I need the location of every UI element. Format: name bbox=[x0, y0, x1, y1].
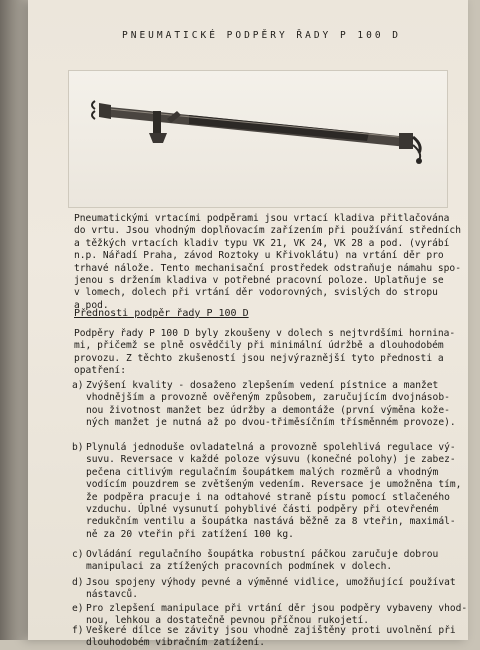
list-item-b bbox=[72, 442, 462, 541]
intro-paragraph bbox=[74, 213, 461, 312]
section-heading: Přednosti podpěr řady P 100 D bbox=[74, 308, 249, 319]
intro-line: trhavé nálože. Tento mechanisační prostředek odstraňuje námahu spo- bbox=[74, 262, 461, 274]
item-marker: f) bbox=[72, 625, 84, 636]
body-line: opatření: bbox=[74, 365, 126, 377]
list-item-a bbox=[72, 380, 456, 430]
item-marker: e) bbox=[72, 603, 84, 614]
intro-line: a pod. bbox=[74, 299, 109, 311]
product-photo bbox=[68, 70, 448, 208]
item-line: suvu. Reversace v každé poloze výsuvu (konečné polohy) je zabez- bbox=[86, 454, 456, 466]
item-line: ně za 20 vteřin při zatížení 100 kg. bbox=[86, 528, 294, 540]
intro-line: a těžkých vrtacích kladiv typu VK 21, VK 24, VK 28 a pod. (vyrábí bbox=[74, 237, 450, 249]
item-line: Veškeré dílce se závity jsou vhodně zajištěny proti uvolnění při bbox=[86, 625, 456, 636]
pneumatic-support-image bbox=[69, 71, 447, 207]
item-line: dlouhodobém vibračním zatížení. bbox=[86, 637, 266, 649]
page-shadow bbox=[0, 0, 28, 640]
item-line: vodícím pouzdrem se zvětšeným vedením. Reversace je umožněna tím, bbox=[86, 479, 462, 491]
item-marker: d) bbox=[72, 577, 84, 588]
list-item-f bbox=[72, 625, 456, 650]
item-line: nástavců. bbox=[86, 589, 138, 601]
item-line: Jsou spojeny výhody pevné a výměnné vidlice, umožňující používat bbox=[86, 577, 456, 588]
page-title: PNEUMATICKÉ PODPĚRY ŘADY P 100 D bbox=[122, 30, 402, 41]
list-item-d bbox=[72, 577, 456, 602]
item-line: redukčním ventilu a šoupátka nastává běžně za 8 vteřin, maximál- bbox=[86, 516, 456, 528]
intro-line: Pneumatickými vrtacími podpěrami jsou vrtací kladiva přitlačována bbox=[74, 213, 450, 224]
body-line: provozu. Z těchto zkušeností jsou nejvýraznější tyto přednosti a bbox=[74, 352, 444, 364]
item-line: Pro zlepšení manipulace při vrtání děr jsou podpěry vybaveny vhod- bbox=[86, 603, 468, 614]
body-line: Podpěry řady P 100 D byly zkoušeny v dolech s nejtvrdšími hornina- bbox=[74, 328, 456, 339]
item-line: pečena citlivým regulačním šoupátkem malých rozměrů a vhodným bbox=[86, 466, 439, 478]
item-line: manipulaci za ztížených pracovních podmínek v dolech. bbox=[86, 561, 393, 573]
item-marker: a) bbox=[72, 380, 84, 391]
intro-line: do vrtu. Jsou vhodným doplňovacím zařízením při používání středních bbox=[74, 225, 461, 237]
item-line: Zvýšení kvality - dosaženo zlepšením vedení pístnice a manžet bbox=[86, 380, 439, 391]
intro-line: n.p. Nářadí Praha, závod Roztoky u Křivoklátu) na vrtání děr pro bbox=[74, 250, 444, 262]
item-line: vhodnějším a provozně ověřeným způsobem, zaručujícím dvojnásob- bbox=[86, 392, 450, 404]
item-line: ných manžet je nutná až po dvou-třiměsíčním třísměnném provoze). bbox=[86, 417, 456, 429]
item-marker: b) bbox=[72, 442, 84, 453]
item-line: vzduchu. Úplné vysunutí pohyblivé části podpěry při otevřeném bbox=[86, 504, 439, 516]
item-line: Ovládání regulačního šoupátka robustní páčkou zaručuje dobrou bbox=[86, 549, 439, 560]
item-line: nou životnost manžet bez údržby a demontáže (první výměna kože- bbox=[86, 404, 450, 416]
item-line: Plynulá jednoduše ovladatelná a provozně spolehlivá regulace vý- bbox=[86, 442, 456, 453]
item-marker: c) bbox=[72, 549, 84, 560]
list-item-c bbox=[72, 549, 439, 574]
body-line: mi, přičemž se plně osvědčily při minimální údržbě a dlouhodobém bbox=[74, 340, 444, 352]
item-line: že podpěra pracuje i na odtahové straně pístu pomocí stlačeného bbox=[86, 491, 450, 503]
intro-line: jenou s držením kladiva v potřebné pracovní poloze. Uplatňuje se bbox=[74, 275, 444, 287]
body-paragraph bbox=[74, 328, 455, 378]
intro-line: v lomech, dolech při vrtání děr vodorovných, svislých do stropu bbox=[74, 287, 438, 299]
item-line: nou, lehkou a dostatečně pevnou příčnou rukojetí. bbox=[86, 615, 370, 627]
